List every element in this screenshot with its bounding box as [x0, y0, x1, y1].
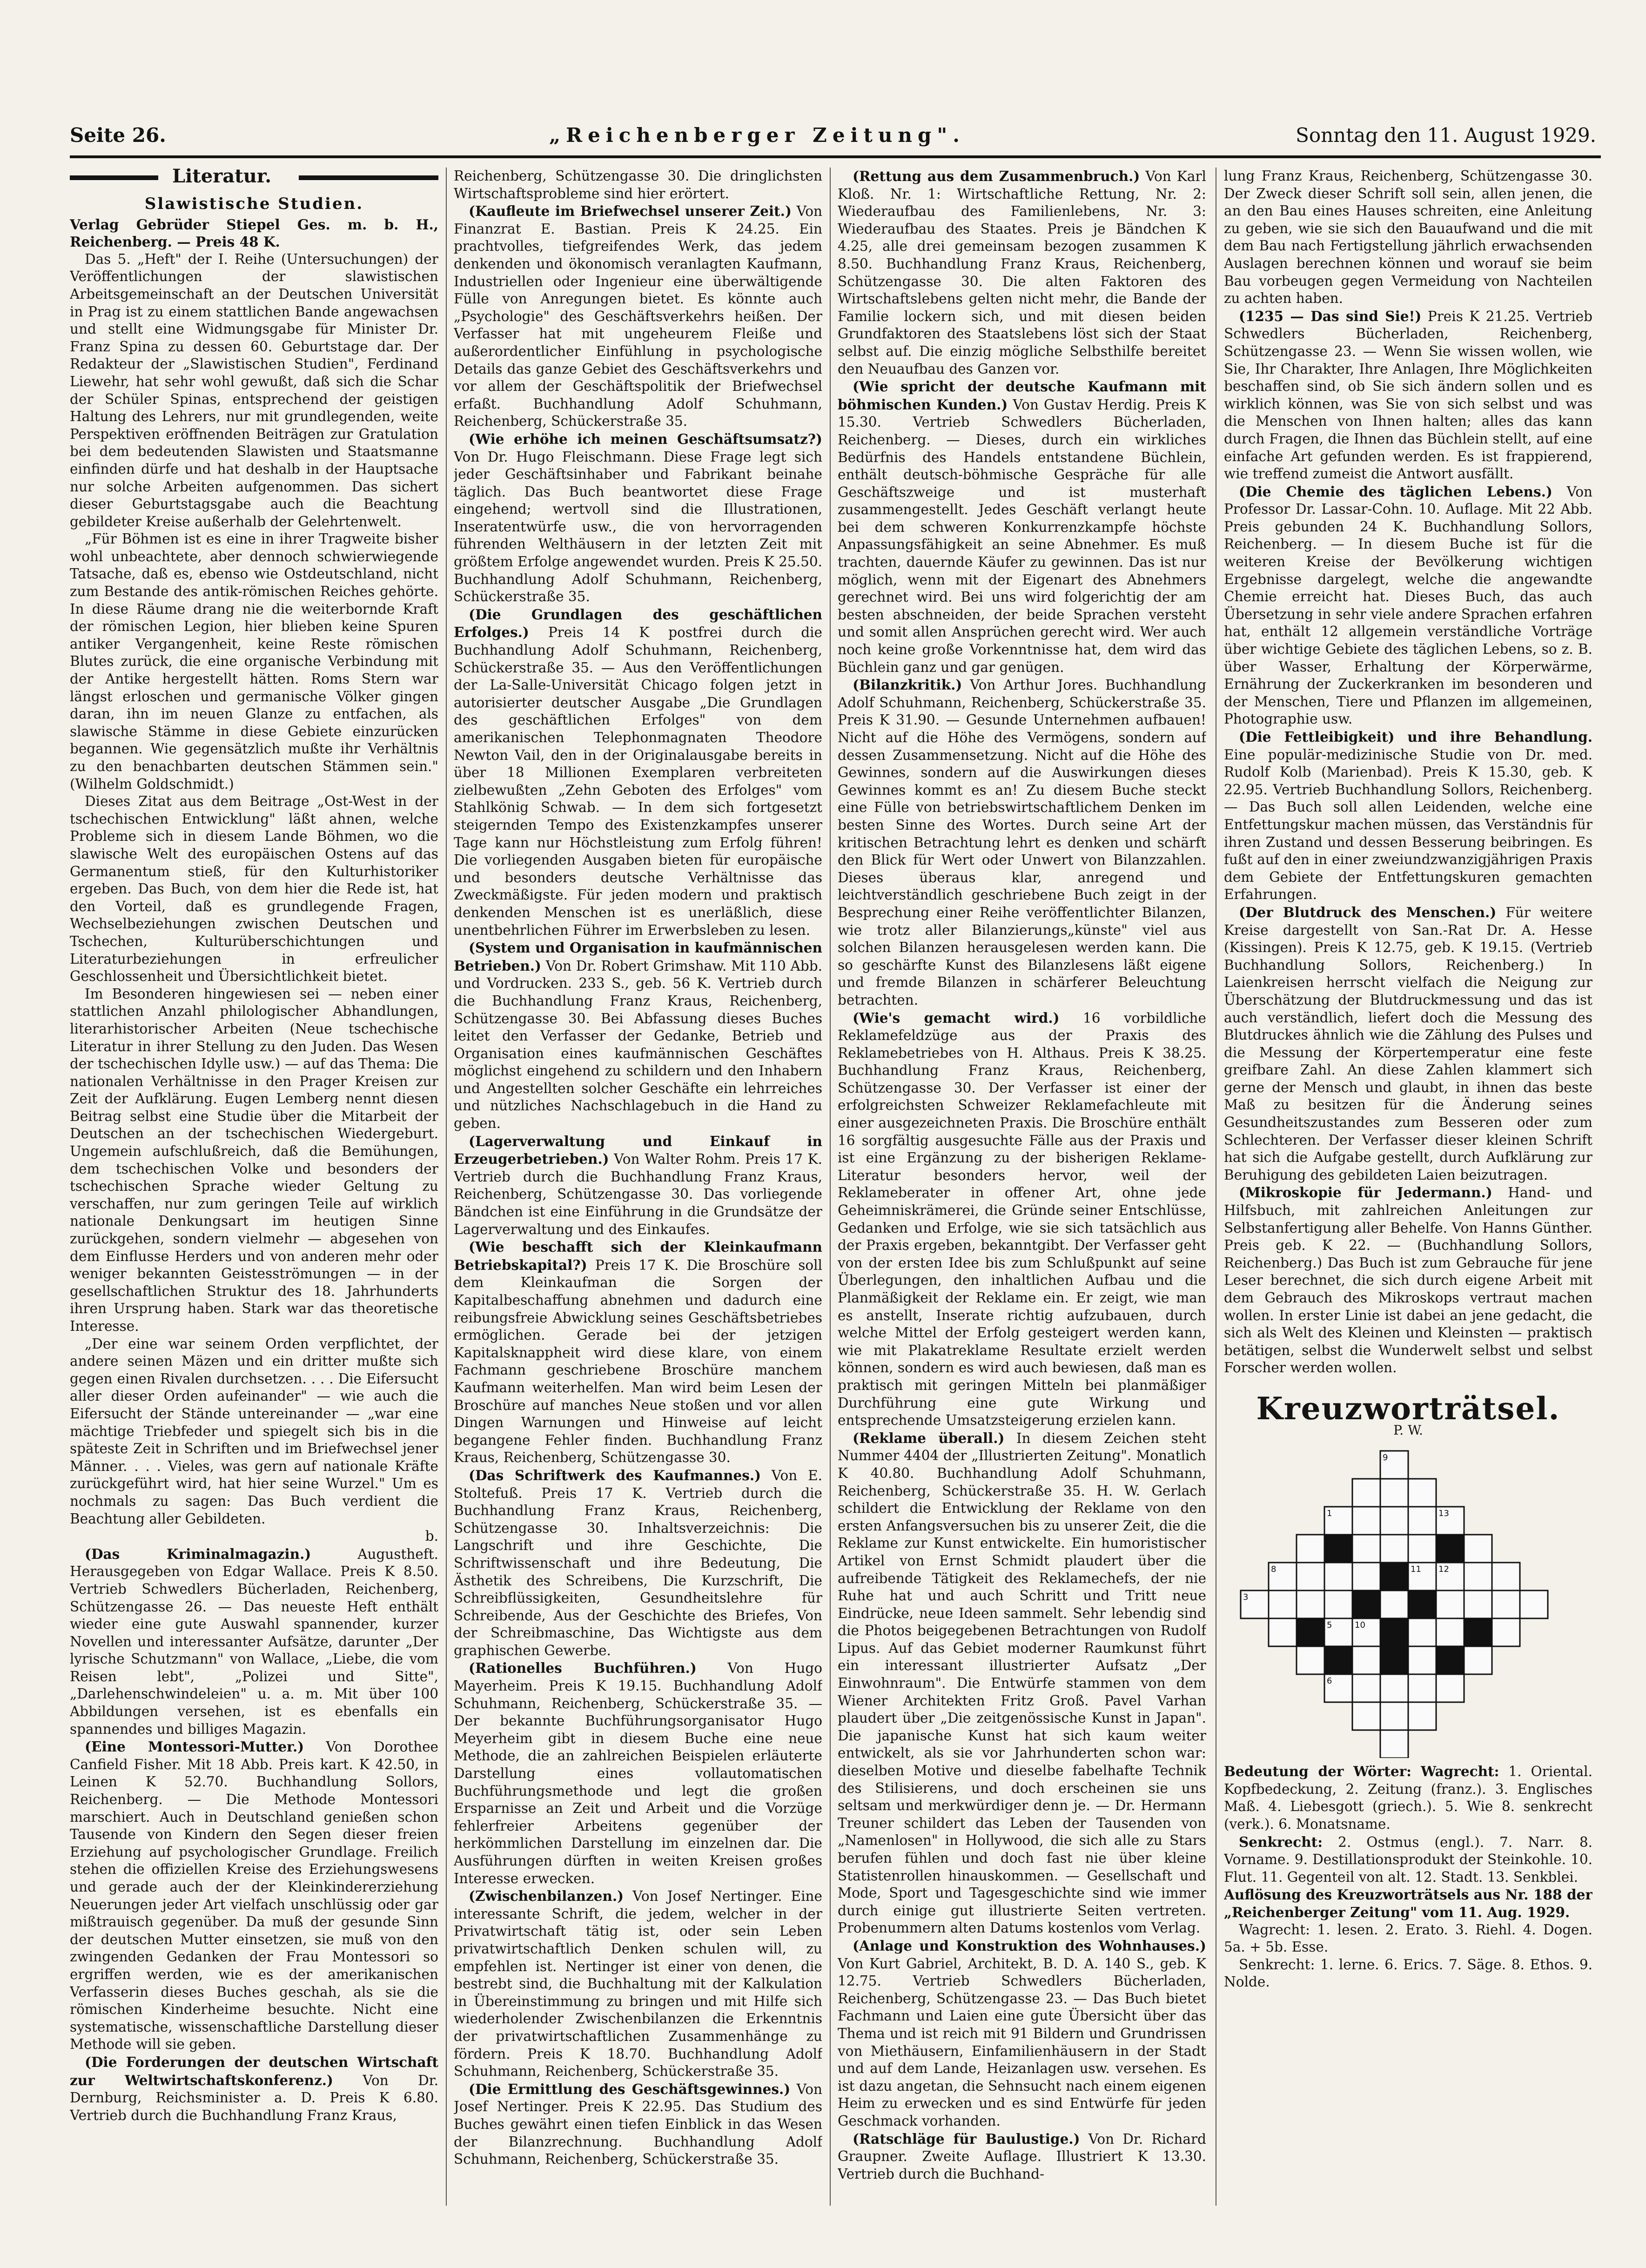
- review-entry: [70, 2053, 438, 2124]
- review-title: (System und Organisation in kaufmännischen Betrieben.): [454, 939, 822, 974]
- crossword-number: 3: [1243, 1592, 1249, 1603]
- crossword-number: 9: [1383, 1453, 1388, 1463]
- crossword-cell: [1380, 1507, 1408, 1535]
- clue-direction: Wagrecht:: [1420, 1763, 1499, 1780]
- crossword-cell: [1380, 1674, 1408, 1702]
- crossword-cell: [1380, 1730, 1408, 1758]
- page-number: Seite 26.: [70, 124, 166, 147]
- article-signature: b.: [425, 1528, 438, 1544]
- crossword-number: 13: [1438, 1509, 1449, 1519]
- crossword-cell: [1380, 1535, 1408, 1563]
- review-text: Für weitere Kreise dargestellt von San.-Rat Dr. A. Hesse (Kissingen). Preis K 12.75, geb. K 19.15. (Vertrieb Buchhandlung Sollors, Reichenberg.) In Laienkreisen herrscht vielfach die Neigung zur Überschätzung der Blutdruckmessung und das ist auch verständlich, liefert doch die Messung des Blutdruckes ähnlich wie die Zählung des Pulses und die Messung der Körpertemperatur eine feste greifbare Zahl. An diese Zahlen klammert sich gerne der Mensch und glaubt, in ihnen das beste Maß zu besitzen für die Änderung seines Gesundheitszustandes zum Besseren oder zum Schlechteren. Der Verfasser dieser kleinen Schrift hat sich die Aufgabe gestellt, durch Aufklärung zur Beruhigung des gebildeten Laien beizutragen.: [1224, 904, 1592, 1183]
- crossword-black-cell: [1324, 1535, 1352, 1563]
- crossword-cell: [1408, 1618, 1436, 1646]
- column-4: [1224, 168, 1592, 2206]
- crossword-number: 8: [1271, 1564, 1276, 1575]
- crossword-clues: [1224, 1763, 1592, 1991]
- crossword-black-cell: [1352, 1590, 1380, 1618]
- review-text: Von Dr. Dernburg, Reichsminister a. D. Preis K 6.80. Vertrieb durch die Buchhandlung Franz Kraus,: [70, 2072, 438, 2123]
- crossword-cell: [1492, 1590, 1520, 1618]
- section-bar-left: [70, 175, 158, 180]
- review-title: (Rettung aus dem Zusammenbruch.): [853, 168, 1140, 184]
- review-title: (Der Blutdruck des Menschen.): [1239, 904, 1497, 920]
- column-rule: [446, 168, 447, 2206]
- crossword-cell: [1436, 1618, 1464, 1646]
- review-text: Von Josef Nertinger. Eine interessante Schrift, die jedem, welcher in der Privatwirtschaft tätig ist, oder sein Leben privatwirtschaftlich Denken schulen will, zu empfehlen ist. Nertinger ist einer von denen, die bestrebt sind, die Buchhaltung mit der Kalkulation in Übereinstimmung zu bringen und mit Hilfe sich wiederholender Zwischenbilanzen die Erkenntnis der privatwirtschaftlichen Zusammenhänge zu fördern. Preis K 18.70. Buchhandlung Adolf Schuhmann, Reichenberg, Schückerstraße 35.: [454, 1888, 822, 2080]
- crossword-cell: [1352, 1646, 1380, 1674]
- article-publisher: Verlag Gebrüder Stiepel Ges. m. b. H., Reichenberg. — Preis 48 K.: [70, 216, 438, 250]
- crossword-cell: [1408, 1702, 1436, 1730]
- review-text: Von Finanzrat E. Bastian. Preis K 24.25. Ein prachtvolles, tiefgreifendes Werk, das jedem denkenden und ökonomisch veranlagten Kaufmann, Industriellen oder Ingenieur eine überwältigende Fülle von Anregungen bietet. Es könnte auch „Psychologie" des Geschäftsverkehrs heißen. Der Verfasser hat mit ungeheurem Fleiße und außerordentlicher Einfühlung in psychologische Details das ganze Gebiet des Geschäftsverkehrs und vor allem der Geschäftspolitik der Briefwechsel erfaßt. Buchhandlung Adolf Schuhmann, Reichenberg, Schückerstraße 35.: [454, 203, 822, 429]
- review-title: (Mikroskopie für Jedermann.): [1239, 1184, 1492, 1201]
- crossword-black-cell: [1436, 1646, 1464, 1674]
- crossword-black-cell: [1380, 1646, 1408, 1674]
- column-rule: [830, 168, 831, 2206]
- review-text: Von Dr. Hugo Fleischmann. Diese Frage legt sich jeder Geschäftsinhaber und Fabrikant beinahe täglich. Das Buch beantwortet diese Frage eingehend; wertvoll sind die Illustrationen, Inseratentwürfe usw., die von hervorragenden führenden Welthäusern in der letzten Zeit mit größtem Erfolge angewendet wurden. Preis K 25.50. Buchhandlung Adolf Schuhmann, Reichenberg, Schückerstraße 35.: [454, 449, 822, 605]
- review-title: (Rationelles Buchführen.): [469, 1660, 697, 1677]
- crossword-author: P. W.: [1393, 1422, 1423, 1438]
- crossword-number: 6: [1327, 1676, 1332, 1686]
- crossword-cell: [1352, 1535, 1380, 1563]
- crossword-number: 11: [1411, 1564, 1421, 1575]
- review-text: Von Hugo Mayerheim. Preis K 19.15. Buchhandlung Adolf Schuhmann, Reichenberg, Schückerstraße 35. — Der bekannte Buchführungsorganisator Hugo Meyerheim gibt in diesem Buche eine neue Methode, die an zahlreichen Beispielen erläuterte Darstellung eines vollautomatischen Buchführungsmethode und legt die großen Ersparnisse an Zeit und Arbeit und die Vorzüge fehlerfreier Arbeitens gegenüber der herkömmlichen Darstellung im einzelnen dar. Die Ausführungen dürften in weiten Kreisen großes Interesse erwecken.: [454, 1660, 822, 1886]
- review-text: Preis 14 K postfrei durch die Buchhandlung Adolf Schuhmann, Reichenberg, Schückerstraße 35. — Aus den Veröffentlichungen der La-Salle-Universität Chicago folgen jetzt in autorisierter deutscher Ausgabe „Die Grundlagen des geschäftlichen Erfolges" von dem amerikanischen Telephonmagnaten Theodore Newton Vail, den in der Originalausgabe bereits in über 18 Millionen Exemplaren verbreiteten zielbewußten „Zehn Geboten des Erfolges" vom Stahlkönig Schwab. — In dem sich fortgesetzt steigernden Tempo des Existenzkampfes unserer Tage kann nur Höchstleistung zum Erfolg führen! Die vorliegenden Ausgaben bieten für europäische und besonders deutsche Verhältnisse das Zweckmäßigste. Für jeden modern und praktisch denkenden Menschen ist es unerläßlich, diese unentbehrlichen Führer im Erwerbsleben zu lesen.: [454, 624, 822, 938]
- section-header: [70, 168, 438, 188]
- review-entry: [454, 1659, 822, 1887]
- review-entry: [454, 430, 822, 606]
- review-entry: [838, 1429, 1206, 1937]
- column-3: [838, 168, 1206, 2206]
- review-entry: [454, 939, 822, 1133]
- crossword-cell: [1324, 1563, 1352, 1590]
- column-2: [454, 168, 822, 2206]
- crossword-black-cell: [1436, 1535, 1464, 1563]
- section-title: Literatur.: [172, 168, 272, 187]
- review-title: (Wie spricht der deutsche Kaufmann mit böhmischen Kunden.): [838, 378, 1206, 413]
- review-entry: [838, 1009, 1206, 1429]
- crossword-cell: [1352, 1563, 1380, 1590]
- review-entry: [1224, 728, 1592, 904]
- crossword-cell: [1380, 1702, 1408, 1730]
- crossword-cell: [1464, 1590, 1492, 1618]
- review-text: Von Dr. Robert Grimshaw. Mit 110 Abb. und Vordrucken. 233 S., geb. 56 K. Vertrieb durch die Buchhandlung Franz Kraus, Reichenberg, Schützengasse 30. Bei Abfassung dieses Buches leitet den Verfasser der Gedanke, Betrieb und Organisation eines kaufmännischen Geschäftes möglichst eingehend zu schildern und den Inhabern und Angestellten solcher Geschäfte ein lehrreiches und nützliches Nachschlagebuch in die Hand zu geben.: [454, 958, 822, 1132]
- solution-line: Senkrecht: 1. lerne. 6. Erics. 7. Säge. 8. Ethos. 9. Nolde.: [1224, 1956, 1592, 1990]
- review-title: (Zwischenbilanzen.): [469, 1888, 624, 1905]
- crossword-number: 5: [1327, 1620, 1332, 1631]
- review-entry: [1224, 1184, 1592, 1377]
- crossword-cell: [1464, 1646, 1492, 1674]
- review-entry: [70, 1545, 438, 1738]
- review-entry: [454, 2080, 822, 2168]
- review-continuation: Reichenberg, Schützengasse 30. Die dringlichsten Wirtschaftsprobleme sind hier erörtert.: [454, 168, 822, 201]
- review-title: (Das Kriminalmagazin.): [85, 1545, 311, 1562]
- crossword-cell: [1297, 1590, 1324, 1618]
- crossword-black-cell: [1380, 1563, 1408, 1590]
- review-entry: [838, 378, 1206, 676]
- crossword-cell: [1269, 1590, 1297, 1618]
- review-entry: [454, 606, 822, 939]
- crossword-cell: [1297, 1646, 1324, 1674]
- crossword-cell: [1380, 1590, 1408, 1618]
- review-text: Augustheft. Herausgegeben von Edgar Wallace. Preis K 8.50. Vertrieb Schwedlers Bücherladen, Reichenberg, Schützengasse 26. — Das neueste Heft enthält wieder eine gute Auswahl spannender, kurzer Novellen und interessanter Aufsätze, darunter „Der lyrische Schutzmann" von Wallace, „Liebe, die vom Reisen lebt", „Polizei und Sitte", „Darlehenschwindeleien" u. a. m. Mit über 100 Abbildungen versehen, ist es ebenfalls ein spannendes und billiges Magazin.: [70, 1546, 438, 1737]
- review-entry: [838, 168, 1206, 378]
- clue-text: 1. Oriental. Kopfbedeckung, 2. Zeitung (franz.). 3. Englisches Maß. 4. Liebesgott (griech.). 5. Wie 8. senkrecht (verk.). 6. Monatsname.: [1224, 1764, 1592, 1832]
- article-paragraph: „Der eine war seinem Orden verpflichtet, der andere seinen Mäzen und ein dritter mußte sich gegen einen Rivalen durchsetzen. . . . Die Eifersucht aller dieser Orden aufeinander" — wie auch die Eifersucht der Stände untereinander — „war eine mächtige Triebfeder und spiegelt sich bis in die späteste Zeit in Schriften und im Briefwechsel jener Männer. . . . Vieles, was gern auf nationale Kräfte zurückgeführt wird, hat hier seine Wurzel." Um es nochmals zu sagen: Das Buch verdient die Beachtung aller Gebildeten.: [70, 1335, 438, 1527]
- crossword-cell: [1352, 1507, 1380, 1535]
- review-title: (Die Grundlagen des geschäftlichen Erfolges.): [454, 606, 822, 641]
- article-paragraph: Im Besonderen hingewiesen sei — neben einer stattlichen Anzahl philologischer Abhandlungen, literarhistorischer Arbeiten (Neue tschechische Literatur in ihrer Stellung zu den Juden. Das Wesen der tschechischen Idylle usw.) — auf das Thema: Die nationalen Verhältnisse in den Prager Kreisen zur Zeit der Aufklärung. Eugen Lemberg nennt diesen Beitrag selbst eine Studie über die Mitarbeit der Deutschen an der tschechischen Wiedergeburt. Ungemein aufschlußreich, daß die Bemühungen, dem tschechischen Volke und besonders der tschechischen Sprache wieder Geltung zu verschaffen, nur zum geringen Teile auf wirklich nationale Denkungsart im heutigen Sinne zurückgehen, sondern vielmehr — abgesehen von dem Einflusse Herders und von anderen mehr oder weniger bekannten Geistesströmungen — in der gesellschaftlichen Struktur des 18. Jahrhunderts ihren Ursprung haben. Stark war das theoretische Interesse.: [70, 986, 438, 1334]
- crossword-cell: [1408, 1535, 1436, 1563]
- review-title: (Reklame überall.): [853, 1429, 1005, 1446]
- crossword-cell: [1324, 1590, 1352, 1618]
- crossword-cell: [1380, 1479, 1408, 1507]
- review-title: (Bilanzkritik.): [853, 677, 962, 693]
- column-1: [70, 168, 438, 2206]
- review-entry: [454, 1887, 822, 2080]
- review-title: (Wie beschafft sich der Kleinkaufmann Betriebskapital?): [454, 1239, 822, 1273]
- crossword-cell: [1464, 1563, 1492, 1590]
- review-title: (Die Ermittlung des Geschäftsgewinnes.): [469, 2080, 791, 2097]
- review-title: (Die Forderungen der deutschen Wirtschaft zur Weltwirtschaftskonferenz.): [70, 2053, 438, 2088]
- review-entry: [838, 1937, 1206, 2130]
- review-text: Von Dr. Richard Graupner. Zweite Auflage. Illustriert K 13.30. Vertrieb durch die Buchhand-: [838, 2131, 1206, 2182]
- clue-line: [1224, 1763, 1592, 1833]
- article-heading: Slawistische Studien.: [144, 195, 364, 213]
- article-paragraph: Dieses Zitat aus dem Beitrage „Ost-West in der tschechischen Entwicklung" läßt ahnen, welche Probleme sich in diesem Lande Böhmen, wo die slawische Welt des europäischen Ostens auf das Germanentum stieß, für den Kulturhistoriker ergeben. Das Buch, von dem hier die Rede ist, hat den Vorteil, daß es grundlegende Fragen, Wechselbeziehungen zwischen Deutschen und Tschechen, Kulturüberschichtungen und Literaturbeziehungen in erfreulicher Geschlossenheit und Übersichtlichkeit bietet.: [70, 793, 438, 985]
- review-entry: [838, 676, 1206, 1009]
- review-title: (Ratschläge für Baulustige.): [853, 2130, 1080, 2147]
- review-title: (Das Schriftwerk des Kaufmannes.): [469, 1467, 761, 1483]
- crossword-cell: [1520, 1590, 1548, 1618]
- crossword-grid: [1231, 1442, 1585, 1758]
- clue-text: 2. Ostmus (engl.). 7. Narr. 8. Vorname. 9. Destillationsprodukt der Steinkohle. 10. Flut. 11. Gegenteil von alt. 12. Stadt. 13. Senkblei.: [1224, 1834, 1592, 1885]
- crossword-cell: [1408, 1674, 1436, 1702]
- clue-line: [1224, 1833, 1592, 1886]
- clue-direction: Senkrecht:: [1239, 1833, 1323, 1850]
- crossword-cell: [1464, 1535, 1492, 1563]
- review-text: Von Gustav Herdig. Preis K 15.30. Vertrieb Schwedlers Bücherladen, Reichenberg. — Dieses, durch ein wirkliches Bedürfnis des Handels entstandene Büchlein, enthält deutsch-böhmische Gespräche für alle Geschäftszweige und ist musterhaft zusammengestellt. Jedes Geschäft verlangt heute bei dem schweren Konkurrenzkampfe höchste Anpassungsfähigkeit an seine Abnehmer. Es muß trachten, dauernde Käufer zu gewinnen. Das ist nur möglich, wenn mit der Eigenart des Abnehmers gerechnet wird. Bei uns wird folgerichtig der am besten abschneiden, der beide Sprachen versteht und somit allen Ansprüchen gerecht wird. Wer auch noch keine große Vorkenntnisse hat, dem wird das Büchlein ganz und gar genügen.: [838, 396, 1206, 675]
- review-title: (Lagerverwaltung und Einkauf in Erzeugerbetrieben.): [454, 1133, 822, 1168]
- crossword-black-cell: [1464, 1618, 1492, 1646]
- review-text: Hand- und Hilfsbuch, mit zahlreichen Anleitungen zur Selbstanfertigung aller Behelfe. Von Hanns Günther. Preis geb. K 22. — (Buchhandlung Sollors, Reichenberg.) Das Buch ist zum Gebrauche für jene Leser berechnet, die sich durch eigene Arbeit mit dem Gebrauch des Mikroskops vertraut machen wollen. In erster Linie ist dabei an jene gedacht, die sich als Welt des Kleinen und Kleinsten — praktisch betätigen, selbst die Wunderwelt selbst und selbst Forscher werden wollen.: [1224, 1185, 1592, 1376]
- article-paragraph: Das 5. „Heft" der I. Reihe (Untersuchungen) der Veröffentlichungen der slawistischen Arbeitsgemeinschaft an der Deutschen Universität in Prag ist zu einem stattlichen Bande angewachsen und stellt eine Widmungsgabe für Minister Dr. Franz Spina zu dessen 60. Geburtstage dar. Der Redakteur der „Slawistischen Studien", Ferdinand Liewehr, hat sehr wohl gewußt, daß sich die Schar der Schüler Spinas, entsprechend der geistigen Haltung des Lehrers, nur mit grundlegenden, weite Perspektiven eröffnenden Beiträgen zur Gratulation bei dem bedeutenden Slawisten und Staatsmanne einfinden dürfe und hat deshalb in der Hauptsache nur solche Arbeiten aufgenommen. Das sichert dieser Geburtstagsgabe auch die Beachtung gebildeter Kreise außerhalb der Gelehrtenwelt.: [70, 251, 438, 530]
- crossword-black-cell: [1324, 1646, 1352, 1674]
- review-title: (Wie's gemacht wird.): [853, 1009, 1060, 1026]
- crossword-number: 1: [1327, 1509, 1332, 1519]
- review-text: 16 vorbildliche Reklamefeldzüge aus der Praxis des Reklamebetriebes von H. Althaus. Preis K 38.25. Buchhandlung Franz Kraus, Reichenberg, Schützengasse 30. Der Verfasser ist einer der erfolgreichsten Schweizer Reklamefachleute mit einer ausgezeichneten Praxis. Die Broschüre enthält 16 sorgfältig ausgesuchte Fälle aus der Praxis und ist eine Ergänzung zu der bisherigen Reklame-Literatur besonders hervor, weil der Reklameberater in offener Art, ohne jede Geheimniskrämerei, die Gründe seiner Entschlüsse, Gedanken und Erfolge, wie sie sich tatsächlich aus der Praxis ergeben, bekanntgibt. Der Verfasser geht von der ersten Idee bis zum Schlußpunkt auf seine Überlegungen, den inhaltlichen Aufbau und die Planmäßigkeit der Reklame ein. Er zeigt, wie man es anstellt, Inserate richtig aufzubauen, durch welche Mittel der Erfolg gesteigert werden kann, wie mit Plakatreklame Resultate erzielt werden können, sondern es wird auch bewiesen, daß man es praktisch mit geringen Mitteln bei planmäßiger Durchführung eine gute Wirkung und entsprechende Umsatzsteigerung erzielen kann.: [838, 1010, 1206, 1429]
- crossword-title: Kreuzworträtsel.: [1256, 1390, 1560, 1427]
- crossword-black-cell: [1380, 1618, 1408, 1646]
- header-rule: [70, 155, 1601, 158]
- review-text: Eine populär-medizinische Studie von Dr. med. Rudolf Kolb (Marienbad). Preis K 15.30, geb. K 22.95. Vertrieb Buchhandlung Sollors, Reichenberg. — Das Buch soll allen Leidenden, welche eine Entfettungskur machen müssen, das Verständnis für ihren Zustand und dessen Besserung beibringen. Es fußt auf den in einer zweiundzwanzigjährigen Praxis dem Gebiete der Entfettungskuren gemachten Erfahrungen.: [1224, 746, 1592, 903]
- article-paragraph: „Für Böhmen ist es eine in ihrer Tragweite bisher wohl unbeachtete, aber dennoch schwierwiegende Tatsache, daß es, ebenso wie Ostdeutschland, nicht zum Bestande des antik-römischen Reiches gehörte. In diese Räume drang nie die weiterbornde Kraft der römischen Legion, hier blieben keine Spuren antiker Vergangenheit, keine Reste römischen Blutes zurück, die eine organische Verbindung mit der Antike hergestellt hätten. Roms Stern war längst erloschen und germanische Völker gingen daran, ihn im neuen Glanze zu entfachen, als slawische Stämme in diese Gebiete einzurücken begannen. Wie gegensätzlich mußte ihr Verhältnis zu den benachbarten deutschen Stämmen sein." (Wilhelm Goldschmidt.): [70, 531, 438, 792]
- review-title: (Kaufleute im Briefwechsel unserer Zeit.): [469, 203, 792, 220]
- review-entry: [70, 1738, 438, 2053]
- review-text: Preis 17 K. Die Broschüre soll dem Kleinkaufman die Sorgen der Kapitalbeschaffung abnehmen und dadurch eine reibungsfreie Abwicklung seines Geschäftsbetriebes ermöglichen. Gerade bei der jetzigen Kapitalsknappheit wird diese klare, von einem Fachmann geschriebene Broschüre manchem Kaufmann weiterhelfen. Man wird beim Lesen der Broschüre auf manches Neue stoßen und vor allen Dingen Warnungen und Hinweise auf leicht begangene Fehler finden. Buchhandlung Franz Kraus, Reichenberg, Schützengasse 30.: [454, 1257, 822, 1466]
- review-entry: [454, 202, 822, 430]
- crossword-cell: [1352, 1479, 1380, 1507]
- review-text: Von Arthur Jores. Buchhandlung Adolf Schuhmann, Reichenberg, Schückerstraße 35. Preis K 31.90. — Gesunde Unternehmen aufbauen! Nicht auf die Höhe des Vermögens, sondern auf dessen Zusammensetzung. Nicht auf die Höhe des Gewinnes, sondern auf die Auswirkungen dieses Gewinnes kommt es an! Zu diesem Buche steckt eine Fülle von betriebswirtschaftlichem Denken im besten Sinne des Wortes. Durch seine Art der kritischen Betrachtung lehrt es denken und schärft den Blick für Wert oder Unwert von Bilanzzahlen. Dieses überaus klar, anregend und leichtverständlich geschriebene Buch zeigt in der Besprechung einer Reihe veröffentlichter Bilanzen, wie trotz aller Bilanzierungs„künste" viel aus solchen Bilanzen herausgelesen werden kann. Die so geschärfte Kunst des Bilanzlesens läßt eigene und fremde Bilanzen in schärferer Beleuchtung betrachten.: [838, 677, 1206, 1008]
- solution-title: Auflösung des Kreuzworträtsels aus Nr. 188 der „Reichenberger Zeitung" vom 11. Aug. 1929.: [1224, 1886, 1592, 1920]
- review-text: Von E. Stoltefuß. Preis 17 K. Vertrieb durch die Buchhandlung Franz Kraus, Reichenberg, Schützengasse 30. Inhaltsverzeichnis: Die Langschrift und ihre Geschichte, Die Schriftwissenschaft und ihre Bedeutung, Die Ästhetik des Schreibens, Die Kurzschrift, Die Schreibflüssigkeiten, Gesundheitslehre für Schreibende, Aus der Geschichte des Briefes, Von der Schreibmaschine, Das Wichtigste aus dem graphischen Gewerbe.: [454, 1467, 822, 1658]
- review-text: Von Professor Dr. Lassar-Cohn. 10. Auflage. Mit 22 Abb. Preis gebunden 24 K. Buchhandlung Sollors, Reichenberg. — In diesem Buche ist für die weiteren Kreise der Bevölkerung wichtigen Ergebnisse dargelegt, welche die angewandte Chemie erreicht hat. Dieses Buch, das auch Übersetzung in sehr viele andere Sprachen erfahren hat, enthält 12 allgemein verständliche Vorträge über wichtige Gebiete des täglichen Lebens, so z. B. über Wasser, Erhaltung der Körperwärme, Ernährung der Zuckerkranken im besonderen und der Menschen, Tiere und Pflanzen im allgemeinen, Photographie usw.: [1224, 483, 1592, 727]
- solution-line: Wagrecht: 1. lesen. 2. Erato. 3. Riehl. 4. Dogen. 5a. + 5b. Esse.: [1224, 1921, 1592, 1955]
- crossword-cell: [1297, 1535, 1324, 1563]
- review-text: Preis K 21.25. Vertrieb Schwedlers Bücherladen, Reichenberg, Schützengasse 23. — Wenn Sie wissen wollen, wie Sie, Ihr Charakter, Ihre Anlagen, Ihre Möglichkeiten beschaffen sind, ob Sie sich ändern sollen und es wirklich können, was Sie von sich selbst und was die Menschen von Ihnen halten; alles das kann durch Fragen, die Ihnen das Büchlein stellt, auf eine einfache Art gefunden werden. Es ist frappierend, wie treffend zumeist die Antwort ausfällt.: [1224, 308, 1592, 482]
- review-entry: [1224, 308, 1592, 483]
- crossword-cell: [1408, 1646, 1436, 1674]
- review-entry: [454, 1133, 822, 1239]
- crossword-cell: [1436, 1674, 1464, 1702]
- crossword-cell: [1408, 1507, 1436, 1535]
- crossword-cell: [1297, 1563, 1324, 1590]
- crossword-black-cell: [1297, 1618, 1324, 1646]
- crossword-cell: [1408, 1479, 1436, 1507]
- review-continuation: lung Franz Kraus, Reichenberg, Schützengasse 30. Der Zweck dieser Schrift soll sein, allen jenen, die an den Bau eines Hauses schreiten, eine Anleitung zu geben, wie sie sich den Bauaufwand und die mit dem Bau nach Fertigstellung jährlich erwachsenden Auslagen berechnen können und worauf sie beim Bau vorbeugen gegen Vermeidung von Nachteilen zu achten haben.: [1224, 168, 1592, 307]
- review-text: Von Josef Nertinger. Preis K 22.95. Das Studium des Buches gewährt einen tiefen Einblick in das Wesen der Bilanzrechnung. Buchhandlung Adolf Schuhmann, Reichenberg, Schückerstraße 35.: [454, 2081, 822, 2167]
- review-text: Von Karl Kloß. Nr. 1: Wirtschaftliche Rettung, Nr. 2: Wiederaufbau des Familienlebens, Nr. 3: Wiederaufbau des Staates. Preis je Bändchen K 4.25, alle drei gemeinsam bezogen zusammen K 8.50. Buchhandlung Franz Kraus, Reichenberg, Schützengasse 30. Die alten Faktoren des Wirtschaftslebens gelten nicht mehr, die Bande der Familie lockern sich, und mit diesen beiden Grundfaktoren des Staatslebens löst sich der Staat selbst auf. Die einzig mögliche Selbsthilfe bereitet den Neuaufbau des Ganzen vor.: [838, 168, 1206, 377]
- crossword-number: 10: [1355, 1620, 1365, 1631]
- crossword-black-cell: [1408, 1590, 1436, 1618]
- review-title: (Die Chemie des täglichen Lebens.): [1239, 483, 1552, 500]
- crossword-cell: [1269, 1618, 1297, 1646]
- crossword-cell: [1352, 1674, 1380, 1702]
- review-title: (Wie erhöhe ich meinen Geschäftsumsatz?): [469, 430, 822, 447]
- review-title: (1235 — Das sind Sie!): [1239, 308, 1422, 324]
- review-title: (Die Fettleibigkeit) und ihre Behandlung.: [1239, 729, 1592, 745]
- section-bar-right: [299, 175, 438, 180]
- page-header: [70, 122, 1596, 152]
- issue-date: Sonntag den 11. August 1929.: [1296, 124, 1596, 147]
- masthead: „Reichenberger Zeitung".: [549, 124, 965, 147]
- review-text: Von Dorothee Canfield Fisher. Mit 18 Abb. Preis kart. K 42.50, in Leinen K 52.70. Buchhandlung Sollors, Reichenberg. — Die Methode Montessori marschiert. Auch in Deutschland genießen schon Tausende von Kindern den Segen dieser freien Erziehung auf psychologischer Grundlage. Freilich stehen die offiziellen Kreise des Erziehungswesens und gerade auch der der Kleinkindererziehung Neuerungen jeder Art vielfach unschlüssig oder gar mißtrauisch gegenüber. Da muß der gesunde Sinn der deutschen Mutter einsetzen, sie muß von den zwingenden Gedanken der Frau Montessori so ergriffen werden, wie es der amerikanischen Verfasserin dieses Buches geschah, als sie die römischen Kinderheime besuchte. Nicht eine systematische, wissenschaftliche Darstellung dieser Methode will sie geben.: [70, 1739, 438, 2053]
- crossword-number: 12: [1438, 1564, 1449, 1575]
- clue-heading: Bedeutung der Wörter:: [1224, 1763, 1412, 1780]
- crossword-cell: [1492, 1618, 1520, 1646]
- crossword-cell: [1352, 1702, 1380, 1730]
- review-text: In diesem Zeichen steht Nummer 4404 der „Illustrierten Zeitung". Monatlich K 40.80. Buchhandlung Adolf Schuhmann, Reichenberg, Schückerstraße 35. H. W. Gerlach schildert die Entwicklung der Reklame von den ersten Anfangsversuchen bis zu unserer Zeit, die die Reklame zur Kunst entwickelte. Ein humoristischer Artikel von Ernst Schmidt plaudert über die aufreibende Tätigkeit des Reklamechefs, der nie Ruhe hat und auch Schritt und Tritt neue Eindrücke, neue Ideen sammelt. Sehr lebendig sind die Photos beigegebenen Betrachtungen von Rudolf Lipus. Auf das Gebiet moderner Raumkunst führt ein interessant illustrierter Aufsatz „Der Einwohnraum". Die Entwürfe stammen von dem Wiener Architekten Fritz Groß. Pavel Varhan plaudert über „Die zeitgenössische Kunst in Japan". Die japanische Kunst hat sich kaum weiter entwickelt, als sie vor Jahrhunderten schon war: dieselben Motive und dieselbe fabelhafte Technik des Stilisierens, und doch erscheinen sie uns seltsam und merkwürdiger denn je. — Dr. Hermann Treuner schildert das Leben der Tausenden von „Namenlosen" in Hollywood, die sich alle zu Stars berufen fühlen und doch fast nie über kleine Statistenrollen hinauskommen. — Gesellschaft und Mode, Sport und Tagesgeschichte sind wie immer durch einige gut illustrierte Seiten vertreten. Probenummern alten Datums kostenlos vom Verlag.: [838, 1430, 1206, 1936]
- crossword-cell: [1436, 1590, 1464, 1618]
- review-text: Von Kurt Gabriel, Architekt, B. D. A. 140 S., geb. K 12.75. Vertrieb Schwedlers Bücherladen, Reichenberg, Schützengasse 23. — Das Buch bietet Fachmann und Laien eine gute Übersicht über das Thema und ist reich mit 91 Bildern und Grundrissen von Miethäusern, Einfamilienhäusern in der Stadt und auf dem Lande, Heizanlagen usw. versehen. Es ist dazu angetan, die Sehnsucht nach einem eigenen Heim zu erwecken und es sind Entwürfe für jeden Geschmack vorhanden.: [838, 1955, 1206, 2129]
- review-entry: [1224, 904, 1592, 1184]
- review-entry: [454, 1467, 822, 1660]
- review-title: (Eine Montessori-Mutter.): [85, 1738, 304, 1755]
- crossword-cell: [1492, 1563, 1520, 1590]
- review-entry: [838, 2130, 1206, 2183]
- review-entry: [454, 1238, 822, 1467]
- review-entry: [1224, 483, 1592, 728]
- review-text: Von Walter Rohm. Preis 17 K. Vertrieb durch die Buchhandlung Franz Kraus, Reichenberg, Schützengasse 30. Das vorliegende Bändchen ist eine Einführung in die Grundsätze der Lagerverwaltung und des Einkaufes.: [454, 1151, 822, 1237]
- review-title: (Anlage und Konstruktion des Wohnhauses.): [853, 1937, 1206, 1954]
